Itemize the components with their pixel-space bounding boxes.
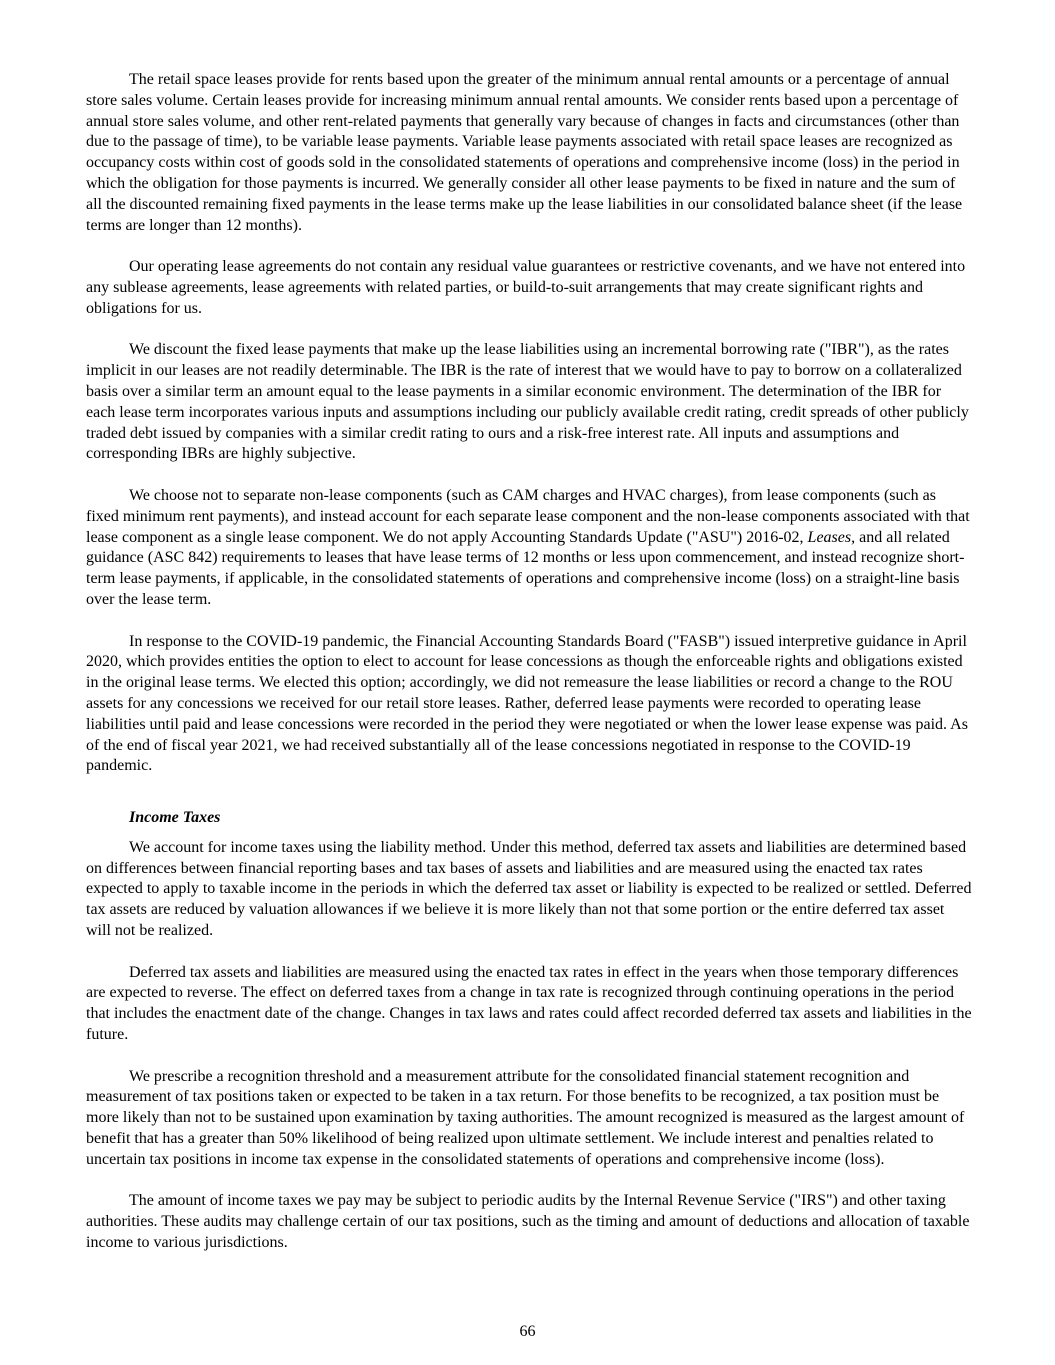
document-body (86, 70, 972, 1275)
italic-leases: Leases (807, 528, 852, 546)
page-number: 66 (519, 1323, 536, 1340)
paragraph-covid-concessions: In response to the COVID-19 pandemic, the Financial Accounting Standards Board ("FASB") issued interpretive guidance in April 2020, which provides entities the option to elect to account for lease concessions as though the enforceable rights and obligations existed in the original lease terms. We elected this option; accordingly, we did not remeasure the lease liabilities or record a change to the ROU assets for any concessions we received for our retail store leases. Rather, deferred lease payments were recorded to operating lease liabilities until paid and lease concessions were recorded in the period they were negotiated or when the lower lease expense was paid. As of the end of fiscal year 2021, we had received substantially all of the lease concessions negotiated in response to the COVID-19 pandemic. (86, 632, 968, 775)
paragraph-non-lease-components (86, 486, 972, 611)
paragraph-liability-method: We account for income taxes using the liability method. Under this method, deferred tax assets and liabilities are determined based on differences between financial reporting bases and tax bases of assets and liabilities and are measured using the enacted tax rates expected to apply to taxable income in the periods in which the deferred tax asset or liability is expected to be realized or settled. Deferred tax assets are reduced by valuation allowances if we believe it is more likely than not that some portion or the entire deferred tax asset will not be realized. (86, 838, 972, 940)
text: We choose not to separate non-lease components (such as CAM charges and HVAC charges), from lease components (such as fixed minimum rent payments), and instead account for each separate lease component and the non-lease components associated with that lease component as a single lease component. We do not apply Accounting Standards Update ("ASU") 2016-02, (86, 486, 970, 546)
paragraph-retail-leases: The retail space leases provide for rents based upon the greater of the minimum annual rental amounts or a percentage of annual store sales volume. Certain leases provide for increasing minimum annual rental amounts. We consider rents based upon a percentage of annual store sales volume, and other rent-related payments that generally vary because of changes in facts and circumstances (other than due to the passage of time), to be variable lease payments. Variable lease payments associated with retail space leases are recognized as occupancy costs within cost of goods sold in the consolidated statements of operations and comprehensive income (loss) in the period in which the obligation for those payments is incurred. We generally consider all other lease payments to be fixed in nature and the sum of all the discounted remaining fixed payments in the lease terms make up the lease liabilities in our consolidated balance sheet (if the lease terms are longer than 12 months). (86, 71, 963, 234)
section-heading-income-taxes: Income Taxes (129, 809, 221, 827)
paragraph-deferred-tax: Deferred tax assets and liabilities are measured using the enacted tax rates in effect in the years when those temporary differences are expected to reverse. The effect on deferred taxes from a change in tax rate is recognized through continuing operations in the period that includes the enactment date of the change. Changes in tax laws and rates could affect recorded deferred tax assets and liabilities in the future. (86, 963, 972, 1044)
paragraph-operating-lease-agreements: Our operating lease agreements do not contain any residual value guarantees or restrictive covenants, and we have not entered into any sublease agreements, lease agreements with related parties, or build-to-suit arrangements that may create significant rights and obligations for us. (86, 258, 966, 317)
paragraph-recognition-threshold: We prescribe a recognition threshold and a measurement attribute for the consolidated financial statement recognition and measurement of tax positions taken or expected to be taken in a tax return. For those benefits to be recognized, a tax position must be more likely than not to be sustained upon examination by taxing authorities. The amount recognized is measured as the largest amount of benefit that has a greater than 50% likelihood of being realized upon ultimate settlement. We include interest and penalties related to uncertain tax positions in income tax expense in the consolidated statements of operations and comprehensive income (loss). (86, 1067, 965, 1168)
text: , and all related guidance (ASC 842) requirements to leases that have lease terms of 12 months or less upon commencement, and instead recognize short-term lease payments, if applicable, in the consolidated statements of operations and comprehensive income (loss) on a straight-line basis over the lease term. (86, 528, 965, 608)
paragraph-ibr: We discount the fixed lease payments that make up the lease liabilities using an incremental borrowing rate ("IBR"), as the rates implicit in our leases are not readily determinable. The IBR is the rate of interest that we would have to pay to borrow on a collateralized basis over a similar term an amount equal to the lease payments in a similar economic environment. The determination of the IBR for each lease term incorporates various inputs and assumptions including our publicly available credit rating, credit spreads of other publicly traded debt issued by companies with a similar credit rating to ours and a risk-free interest rate. All inputs and assumptions and corresponding IBRs are highly subjective. (86, 341, 969, 463)
paragraph-audits: The amount of income taxes we pay may be subject to periodic audits by the Internal Revenue Service ("IRS") and other taxing authorities. These audits may challenge certain of our tax positions, such as the timing and amount of deductions and allocation of taxable income to various jurisdictions. (86, 1192, 970, 1252)
